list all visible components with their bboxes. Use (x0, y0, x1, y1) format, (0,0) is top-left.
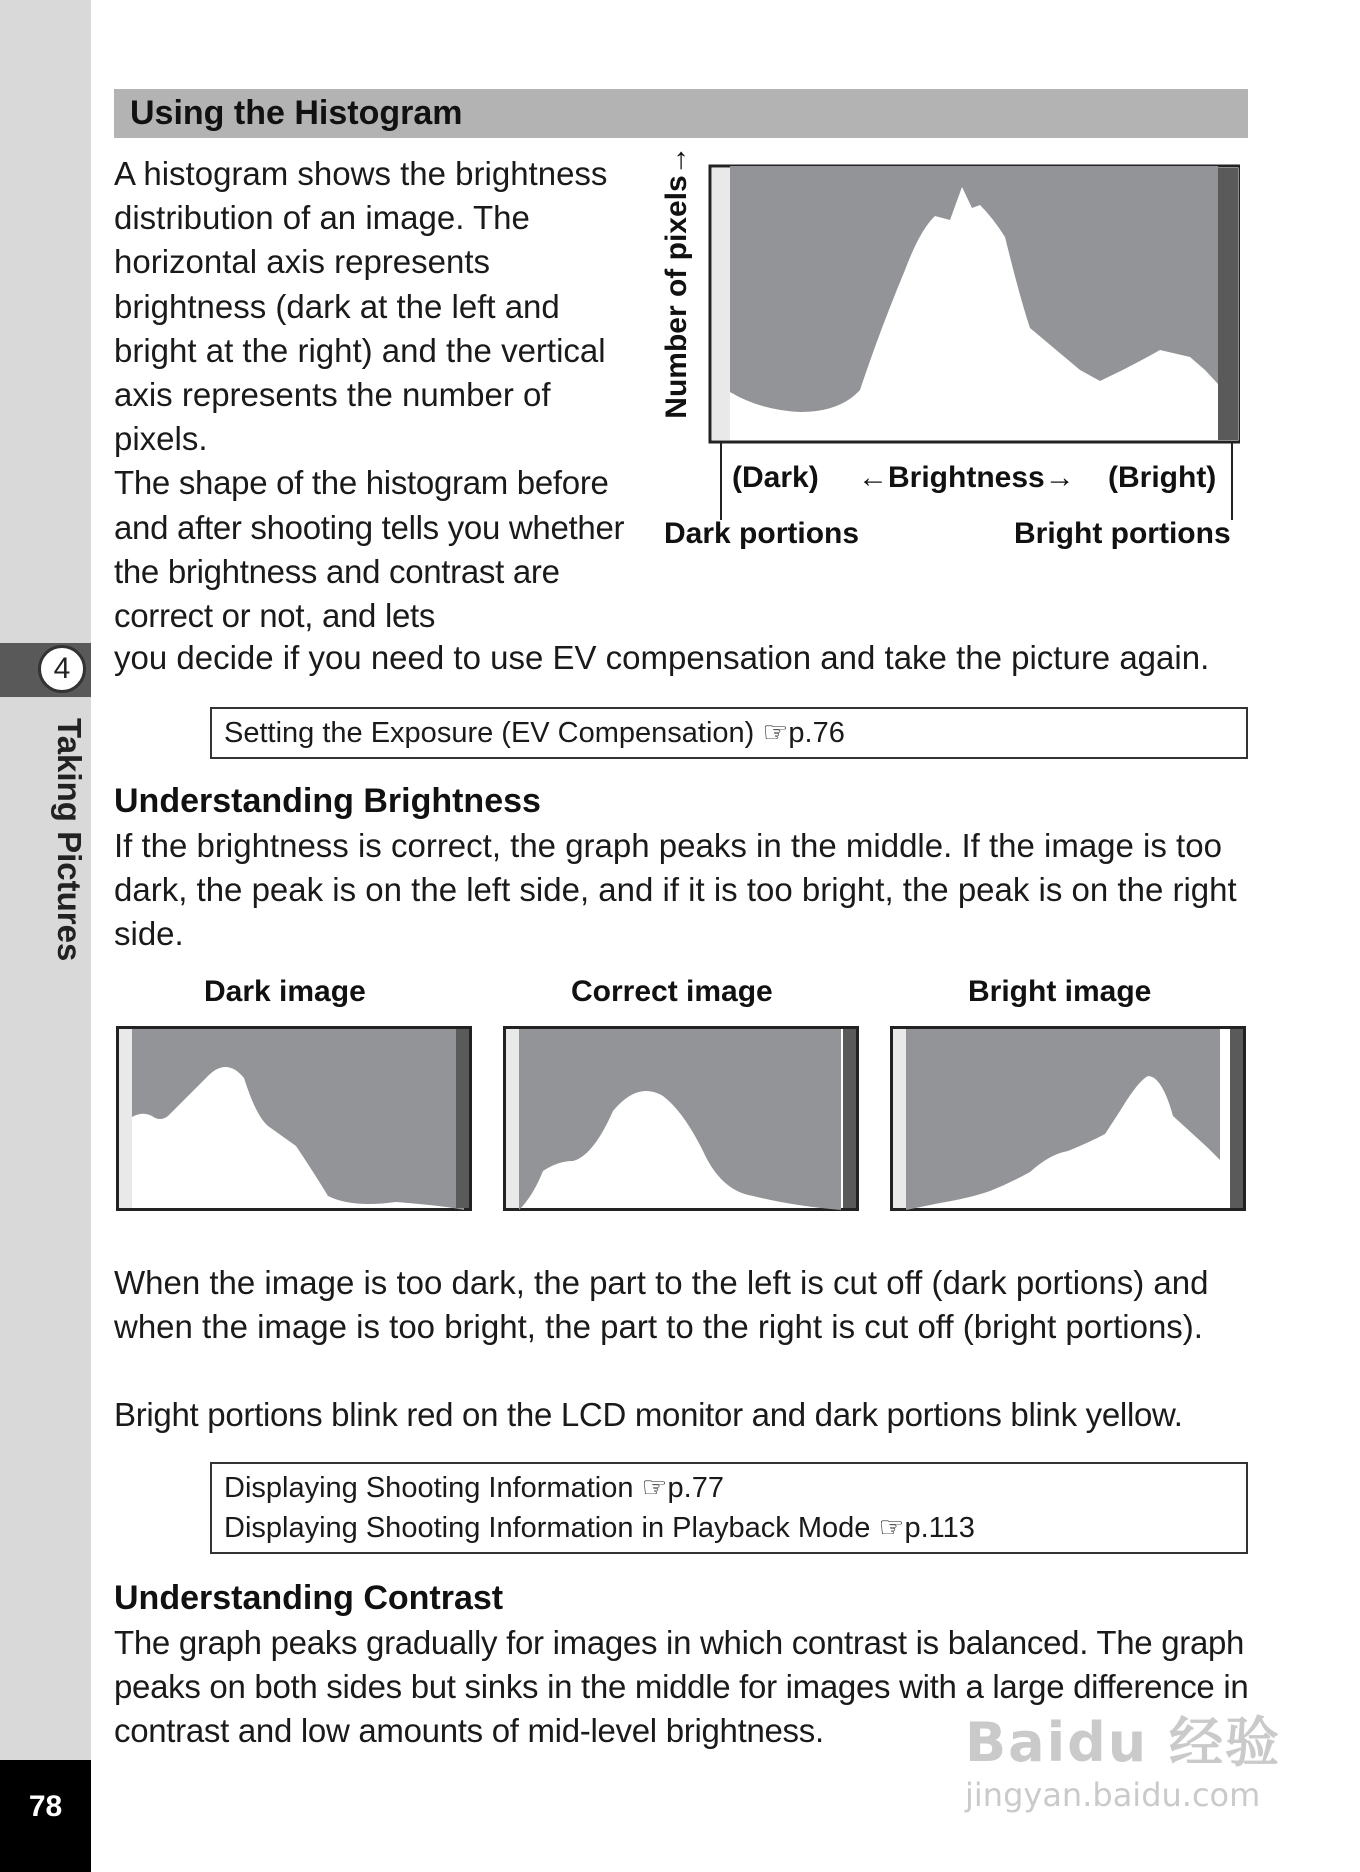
y-axis-label: Number of pixels→ (660, 145, 693, 419)
dark-image-histogram (116, 1026, 472, 1211)
brightness-heading: Understanding Brightness (114, 782, 541, 820)
intro-paragraph (114, 152, 644, 638)
bright-image-histogram (890, 1026, 1246, 1211)
baidu-watermark (965, 1700, 1285, 1820)
contrast-heading: Understanding Contrast (114, 1579, 504, 1617)
correct-image-label: Correct image (571, 975, 773, 1008)
bright-axis-label: (Bright) (1108, 461, 1217, 494)
page-number: 78 (0, 1760, 91, 1872)
reference-link-shooting-info[interactable]: Displaying Shooting Information ☞p.77 (224, 1472, 724, 1504)
intro-paragraph-1: A histogram shows the brightness distribution of an image. The horizontal axis represents brightness (dark at the left and bright at the right) and the vertical axis represents the number of pixels. (114, 155, 608, 458)
reference-link-ev[interactable]: Setting the Exposure (EV Compensation) ☞p.76 (224, 717, 845, 749)
bright-portions-label: Bright portions (1014, 517, 1231, 550)
watermark-url: jingyan.baidu.com (965, 1776, 1261, 1814)
reference-box-shooting-info (210, 1462, 1248, 1554)
brightness-paragraph: If the brightness is correct, the graph peaks in the middle. If the image is too dark, the peak is on the left side, and if it is too bright, the peak is on the right side. (114, 827, 1237, 953)
chapter-number: 4 (38, 645, 86, 693)
dark-portions-label: Dark portions (664, 517, 860, 550)
dark-image-label: Dark image (204, 975, 366, 1008)
bright-image-label: Bright image (968, 975, 1152, 1008)
reference-box-ev (210, 707, 1248, 759)
correct-image-histogram (503, 1026, 859, 1211)
main-histogram-dark-edge (712, 168, 730, 440)
reference-link-playback-info[interactable]: Displaying Shooting Information in Playback Mode ☞p.113 (224, 1512, 975, 1544)
cutoff-paragraph: When the image is too dark, the part to the left is cut off (dark portions) and when the image is too bright, the part to the right is cut off (bright portions). (114, 1264, 1209, 1346)
main-histogram-bright-edge (1218, 168, 1238, 440)
chapter-title: Taking Pictures (51, 718, 88, 962)
contrast-paragraph: The graph peaks gradually for images in which contrast is balanced. The graph peaks on both sides but sinks in the middle for images with a large difference in contrast and low amounts of mid-level brightness. (114, 1624, 1249, 1750)
watermark-logo: Baidu 经验 (965, 1711, 1282, 1774)
intro-paragraph-2: The shape of the histogram before and after shooting tells you whether the brightness and contrast are correct or not, and lets (114, 464, 625, 635)
intro-paragraph-2-end: you decide if you need to use EV compensation and take the picture again. (114, 639, 1210, 676)
blink-paragraph: Bright portions blink red on the LCD monitor and dark portions blink yellow. (114, 1396, 1183, 1433)
section-title: Using the Histogram (114, 89, 1248, 138)
dark-axis-label: (Dark) (732, 461, 819, 494)
brightness-axis-label: ←Brightness→ (858, 461, 1075, 494)
